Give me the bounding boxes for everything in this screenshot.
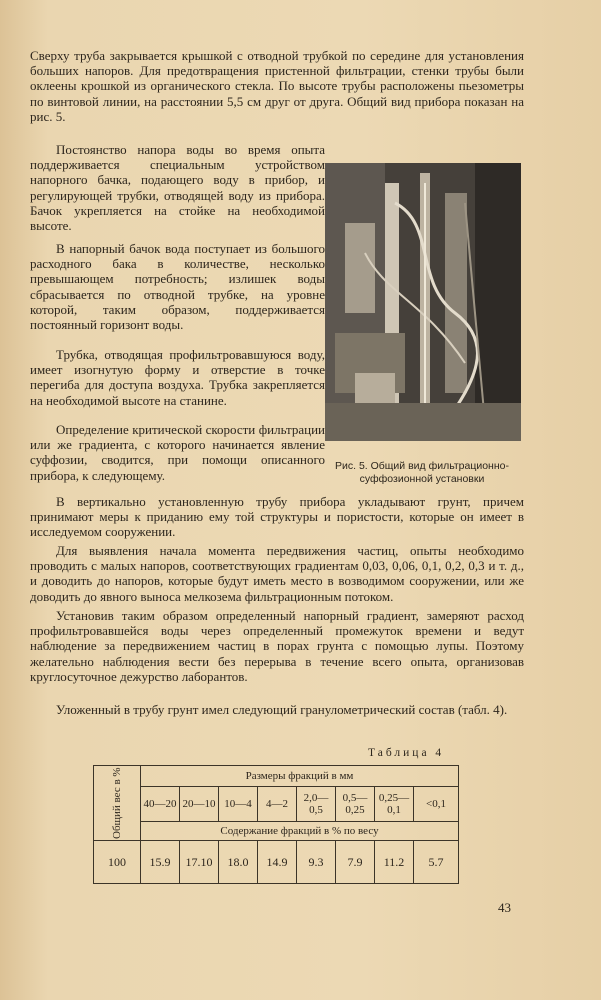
paragraph: Для выявления начала момента передвижения частиц, опыты необходимо проводить с малых напоров, соответствующих градиентам 0,03, 0,06, 0,1, 0,2, 0,3 и т. д., и доводить до напоров, которые будут иметь место в возводимом сооружении, или же доводить до явного выноса мелкозема фильтрационным потоком. [30,543,524,604]
paragraph: Сверху труба закрывается крышкой с отводной трубкой по середине для установления больших напоров. Для предотвращения пристенной фильтрации, стенки трубы были оклеены крошкой из органического стекла. По высоте трубы расположены пьезометры по винтовой линии, на расстоянии 5,5 см друг от друга. Общий вид прибора показан на рис. 5. [30,48,524,124]
paragraph: Постоянство напора воды во время опыта поддерживается специальным устройством напорного бачка, подающего воду в прибор, и регулирующей трубки, отводящей воду из прибора. Бачок укрепляется на стойке на необходимой высоте. [30,142,325,234]
paragraph: Установив таким образом определенный напорный градиент, замеряют расход профильтровавшейся воды через определенный промежуток времени и ведут наблюдение за передвижением частиц в порах грунта с помощью лупы. Поэтому желательно наблюдения вести без перерыва в течение всего опыта, организовав круглосуточное дежурство лаборантов. [30,608,524,684]
page-number: 43 [498,900,511,915]
column-header: 2,0—0,5 [297,787,336,822]
apparatus-photo [325,163,521,441]
column-header: 40—20 [141,787,180,822]
column-header: 4—2 [258,787,297,822]
granulometric-table [93,765,459,884]
table-cell: 9.3 [297,841,336,884]
table-label: Таблица 4 [368,747,445,759]
table-cell: 11.2 [375,841,414,884]
paragraph: Определение критической скорости фильтрации или же градиента, с которого начинается явление суффозии, сводится, при помощи описанного прибора, к следующему. [30,422,325,483]
paragraph: В вертикально установленную трубу прибора укладывают грунт, причем принимают меры к приданию ему той структуры и пористости, которые он имеет в исследуемом сооружении. [30,494,524,540]
paragraph: Уложенный в трубу грунт имел следующий гранулометрический состав (табл. 4). [56,702,508,717]
sub-header: Содержание фракций в % по весу [141,822,459,841]
table-cell: 5.7 [414,841,459,884]
top-header: Размеры фракций в мм [141,766,459,787]
column-header: 20—10 [180,787,219,822]
table-cell: 7.9 [336,841,375,884]
row-header: Общий вес в % [94,766,141,841]
table-cell: 100 [94,841,141,884]
table-cell: 18.0 [219,841,258,884]
paragraph: В напорный бачок вода поступает из большого расходного бака в количестве, несколько превышающем потребность; излишек воды сбрасывается по отводной трубке, на уровне которой, таким образом, поддерживается постоянный горизонт воды. [30,241,325,333]
table-cell: 17.10 [180,841,219,884]
table-cell: 14.9 [258,841,297,884]
paragraph: Трубка, отводящая профильтровавшуюся воду, имеет изогнутую форму и отверстие в точке перегиба для доступа воздуха. Трубка закрепляется на необходимой высоте на станине. [30,347,325,408]
figure-caption: Рис. 5. Общий вид фильтрационно-суффозионной установки [334,460,509,485]
column-header: 0,5—0,25 [336,787,375,822]
column-header: 10—4 [219,787,258,822]
table-cell: 15.9 [141,841,180,884]
column-header: 0,25—0,1 [375,787,414,822]
column-header: <0,1 [414,787,459,822]
